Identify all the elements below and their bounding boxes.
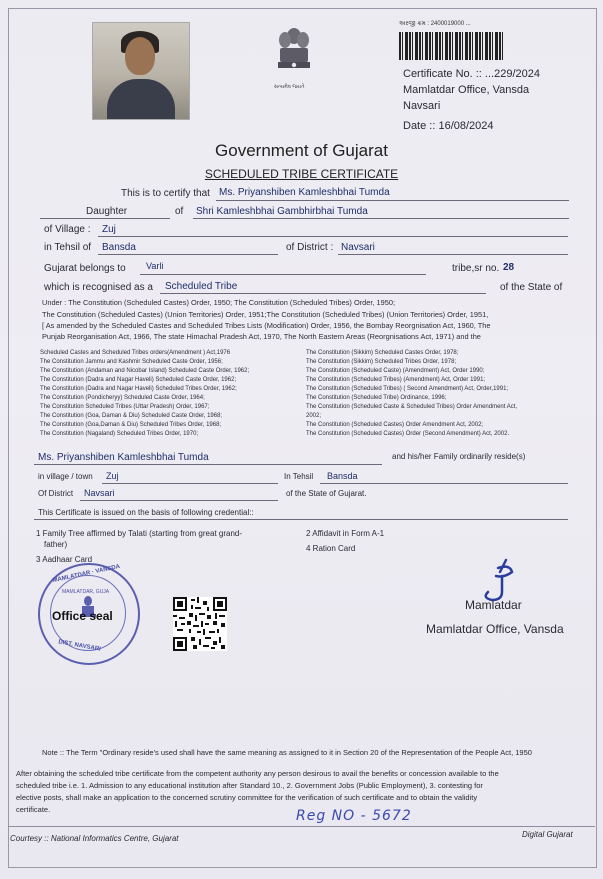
- recognised-value: Scheduled Tribe: [165, 281, 238, 292]
- village-label: of Village :: [44, 224, 91, 235]
- footer-courtesy: Courtesy :: National Informatics Centre, Gujarat: [10, 834, 179, 843]
- emblem-caption: સત્યમેવ જયતે: [274, 84, 305, 90]
- seal-label: Office seal: [52, 609, 113, 623]
- orders-left: [40, 349, 249, 439]
- order-right-item: The Constitution (Scheduled Castes) Order Amendment Act, 2002;: [306, 422, 484, 428]
- notice-paragraph: [16, 768, 499, 816]
- under-text-4: Punjab Reorganisation Act, 1966, The state Himachal Pradesh Act, 1970, The North Eastern Areas (Reorgnisations Act, 1971) and the: [42, 332, 481, 341]
- order-right-item: 2002;: [306, 413, 322, 419]
- order-left-item: The Constitution Jammu and Kashmir Scheduled Caste Order, 1956;: [40, 359, 223, 365]
- office-line: Mamlatdar Office, Vansda: [403, 84, 530, 96]
- certificate-no-value: ...229/2024: [484, 68, 540, 80]
- notice-line: After obtaining the scheduled tribe certificate from the competent authority any person desirous to avail the benefits or concession available to the: [16, 769, 499, 778]
- notice-line: certificate.: [16, 805, 51, 814]
- order-right-item: The Constitution (Scheduled Tribes) ( Second Amendment) Act, Order,1991;: [306, 386, 509, 392]
- recognised-label: which is recognised as a: [44, 282, 153, 293]
- certificate-no-label: Certificate No. ::: [403, 68, 482, 80]
- order-left-item: The Constitution (Dadra and Nagar Haveli) Scheduled Tribes Order, 1962;: [40, 386, 237, 392]
- order-left-item: The Constitution Scheduled Tribes (Uttar Pradesh) Order, 1967;: [40, 404, 210, 410]
- qr-code: [173, 597, 227, 651]
- applicant-photo: [92, 22, 190, 120]
- resident-name: Ms. Priyanshiben Kamleshbhai Tumda: [38, 452, 209, 463]
- handwritten-reg-no: Reg NO - 5672: [296, 808, 412, 824]
- seal-top-text: MAMLATDAR · VANSDA: [52, 563, 121, 585]
- district-label: of District :: [286, 242, 334, 253]
- residence-village-value: Zuj: [106, 471, 119, 481]
- belongs-label: Gujarat belongs to: [44, 263, 126, 274]
- certificate-number: [403, 68, 540, 80]
- order-right-item: The Constitution (Sikkim) Scheduled Castes Order, 1978;: [306, 350, 459, 356]
- credentials-intro: This Certificate is issued on the basis of following credential::: [38, 508, 254, 517]
- office-seal: [38, 563, 140, 665]
- order-right-item: The Constitution (Scheduled Tribe) Ordinance, 1996;: [306, 395, 447, 401]
- tribe-sr-value: 28: [503, 262, 515, 273]
- tehsil-value: Bansda: [102, 242, 136, 253]
- page-subtitle: SCHEDULED TRIBE CERTIFICATE: [204, 167, 399, 181]
- tribe-value: Varli: [146, 261, 164, 271]
- order-left-item: The Constitution (Dadra and Nagar Haveli) Scheduled Caste Order, 1962;: [40, 377, 237, 383]
- credential-1: 1 Family Tree affirmed by Talati (starting from great grand-: [36, 529, 243, 538]
- residence-tehsil-label: In Tehsil: [284, 472, 314, 481]
- person-name: Ms. Priyanshiben Kamleshbhai Tumda: [219, 187, 390, 198]
- page-title: Government of Gujarat: [215, 141, 388, 160]
- notice-line: elective posts, shall make an application to the concerned scrutiny committee for the verification of such certificate and to obtain the validity: [16, 793, 478, 802]
- order-right-item: The Constitution (Scheduled Caste) (Amendment) Act, Order 1990;: [306, 368, 485, 374]
- order-left-item: The Constitution (Andaman and Nicobar Island) Scheduled Caste Order, 1962;: [40, 368, 250, 374]
- footer-digital: Digital Gujarat: [522, 830, 573, 839]
- residence-district-label: Of District: [38, 489, 74, 498]
- under-text-2: The Constitution (Scheduled Castes) (Union Territories) Order, 1951;The Constitution (Scheduled Tribes) (Union Territories) Order, 1951,: [42, 310, 489, 319]
- order-right-item: The Constitution (Scheduled Castes) Order (Second Amendment) Act, 2002.: [306, 431, 510, 437]
- relation: Daughter: [86, 206, 128, 217]
- office-city: Navsari: [403, 100, 441, 112]
- state-label: of the State of: [500, 282, 563, 293]
- order-left-item: The Constitution (Goa,Daman & Diu) Scheduled Tribes Order, 1968;: [40, 422, 222, 428]
- tehsil-label: in Tehsil of: [44, 242, 92, 253]
- notice-line: scheduled tribe i.e. 1. Admission to any educational institution after Standard 10., 2. Government Jobs (Public Employment), 3. contesting for: [16, 781, 483, 790]
- date-label: Date ::: [403, 120, 436, 132]
- order-right-item: The Constitution (Sikkim) Scheduled Tribes Order, 1978;: [306, 359, 457, 365]
- issue-date: [403, 120, 494, 132]
- of-label: of: [175, 206, 184, 217]
- residence-tehsil-value: Bansda: [327, 471, 358, 481]
- seal-inner-text: MAMLATDAR, GUJA: [62, 589, 110, 595]
- tribe-sr-label: tribe,sr no.: [452, 263, 500, 274]
- order-left-item: The Constitution (Pondicheryy) Scheduled Caste Order, 1964;: [40, 395, 205, 401]
- signatory-office: Mamlatdar Office, Vansda: [426, 622, 564, 636]
- order-left-item: The Constitution (Goa, Daman & Diu) Scheduled Caste Order, 1968;: [40, 413, 223, 419]
- district-value: Navsari: [341, 242, 375, 253]
- credential-3: 3 Aadhaar Card: [36, 555, 93, 564]
- credential-2: 2 Affidavit in Form A-1: [306, 529, 385, 538]
- note-text: Note :: The Term "Ordinary reside's used shall have the same meaning as assigned to it in Section 20 of the Representation of the People Act, 1950: [42, 748, 532, 757]
- under-text-1: Under : The Constitution (Scheduled Castes) Order, 1950; The Constitution (Scheduled Tribes) Order, 1950;: [42, 298, 396, 307]
- family-text: and his/her Family ordinarily reside(s): [392, 452, 526, 461]
- order-right-item: The Constitution (Scheduled Caste & Scheduled Tribes) Order Amendment Act,: [306, 404, 518, 410]
- credential-1-cont: father): [44, 540, 68, 549]
- barcode: [399, 32, 504, 60]
- certify-prefix: This is to certify that: [121, 188, 210, 199]
- signatory-title: Mamlatdar: [465, 598, 522, 612]
- residence-district-value: Navsari: [84, 488, 115, 498]
- residence-village-label: in village / town: [38, 472, 93, 481]
- orders-right: [306, 349, 517, 439]
- barcode-caption: અરજી ક્રમ : 2400019000 ...: [399, 21, 471, 27]
- order-left-item: The Constitution (Nagaland) Scheduled Tribes Order, 1970;: [40, 431, 199, 437]
- credential-4: 4 Ration Card: [306, 544, 356, 553]
- date-value: 16/08/2024: [438, 120, 494, 132]
- under-text-3: [ As amended by the Scheduled Castes and Scheduled Tribes Lists (Modification) Order, 1956, the Bombay Reorgnisation Act, 1960, The: [42, 321, 491, 330]
- father-name: Shri Kamleshbhai Gambhirbhai Tumda: [196, 206, 368, 217]
- residence-state-text: of the State of Gujarat.: [286, 489, 367, 498]
- national-emblem-icon: [273, 26, 315, 84]
- order-left-item: Scheduled Castes and Scheduled Tribes orders(Amendment ) Act,1976: [40, 350, 231, 356]
- seal-bottom-text: DIST. NAVSARI: [57, 639, 102, 653]
- village-value: Zuj: [102, 224, 116, 235]
- order-right-item: The Constitution (Scheduled Tribes) (Amendment) Act, Order 1991;: [306, 377, 486, 383]
